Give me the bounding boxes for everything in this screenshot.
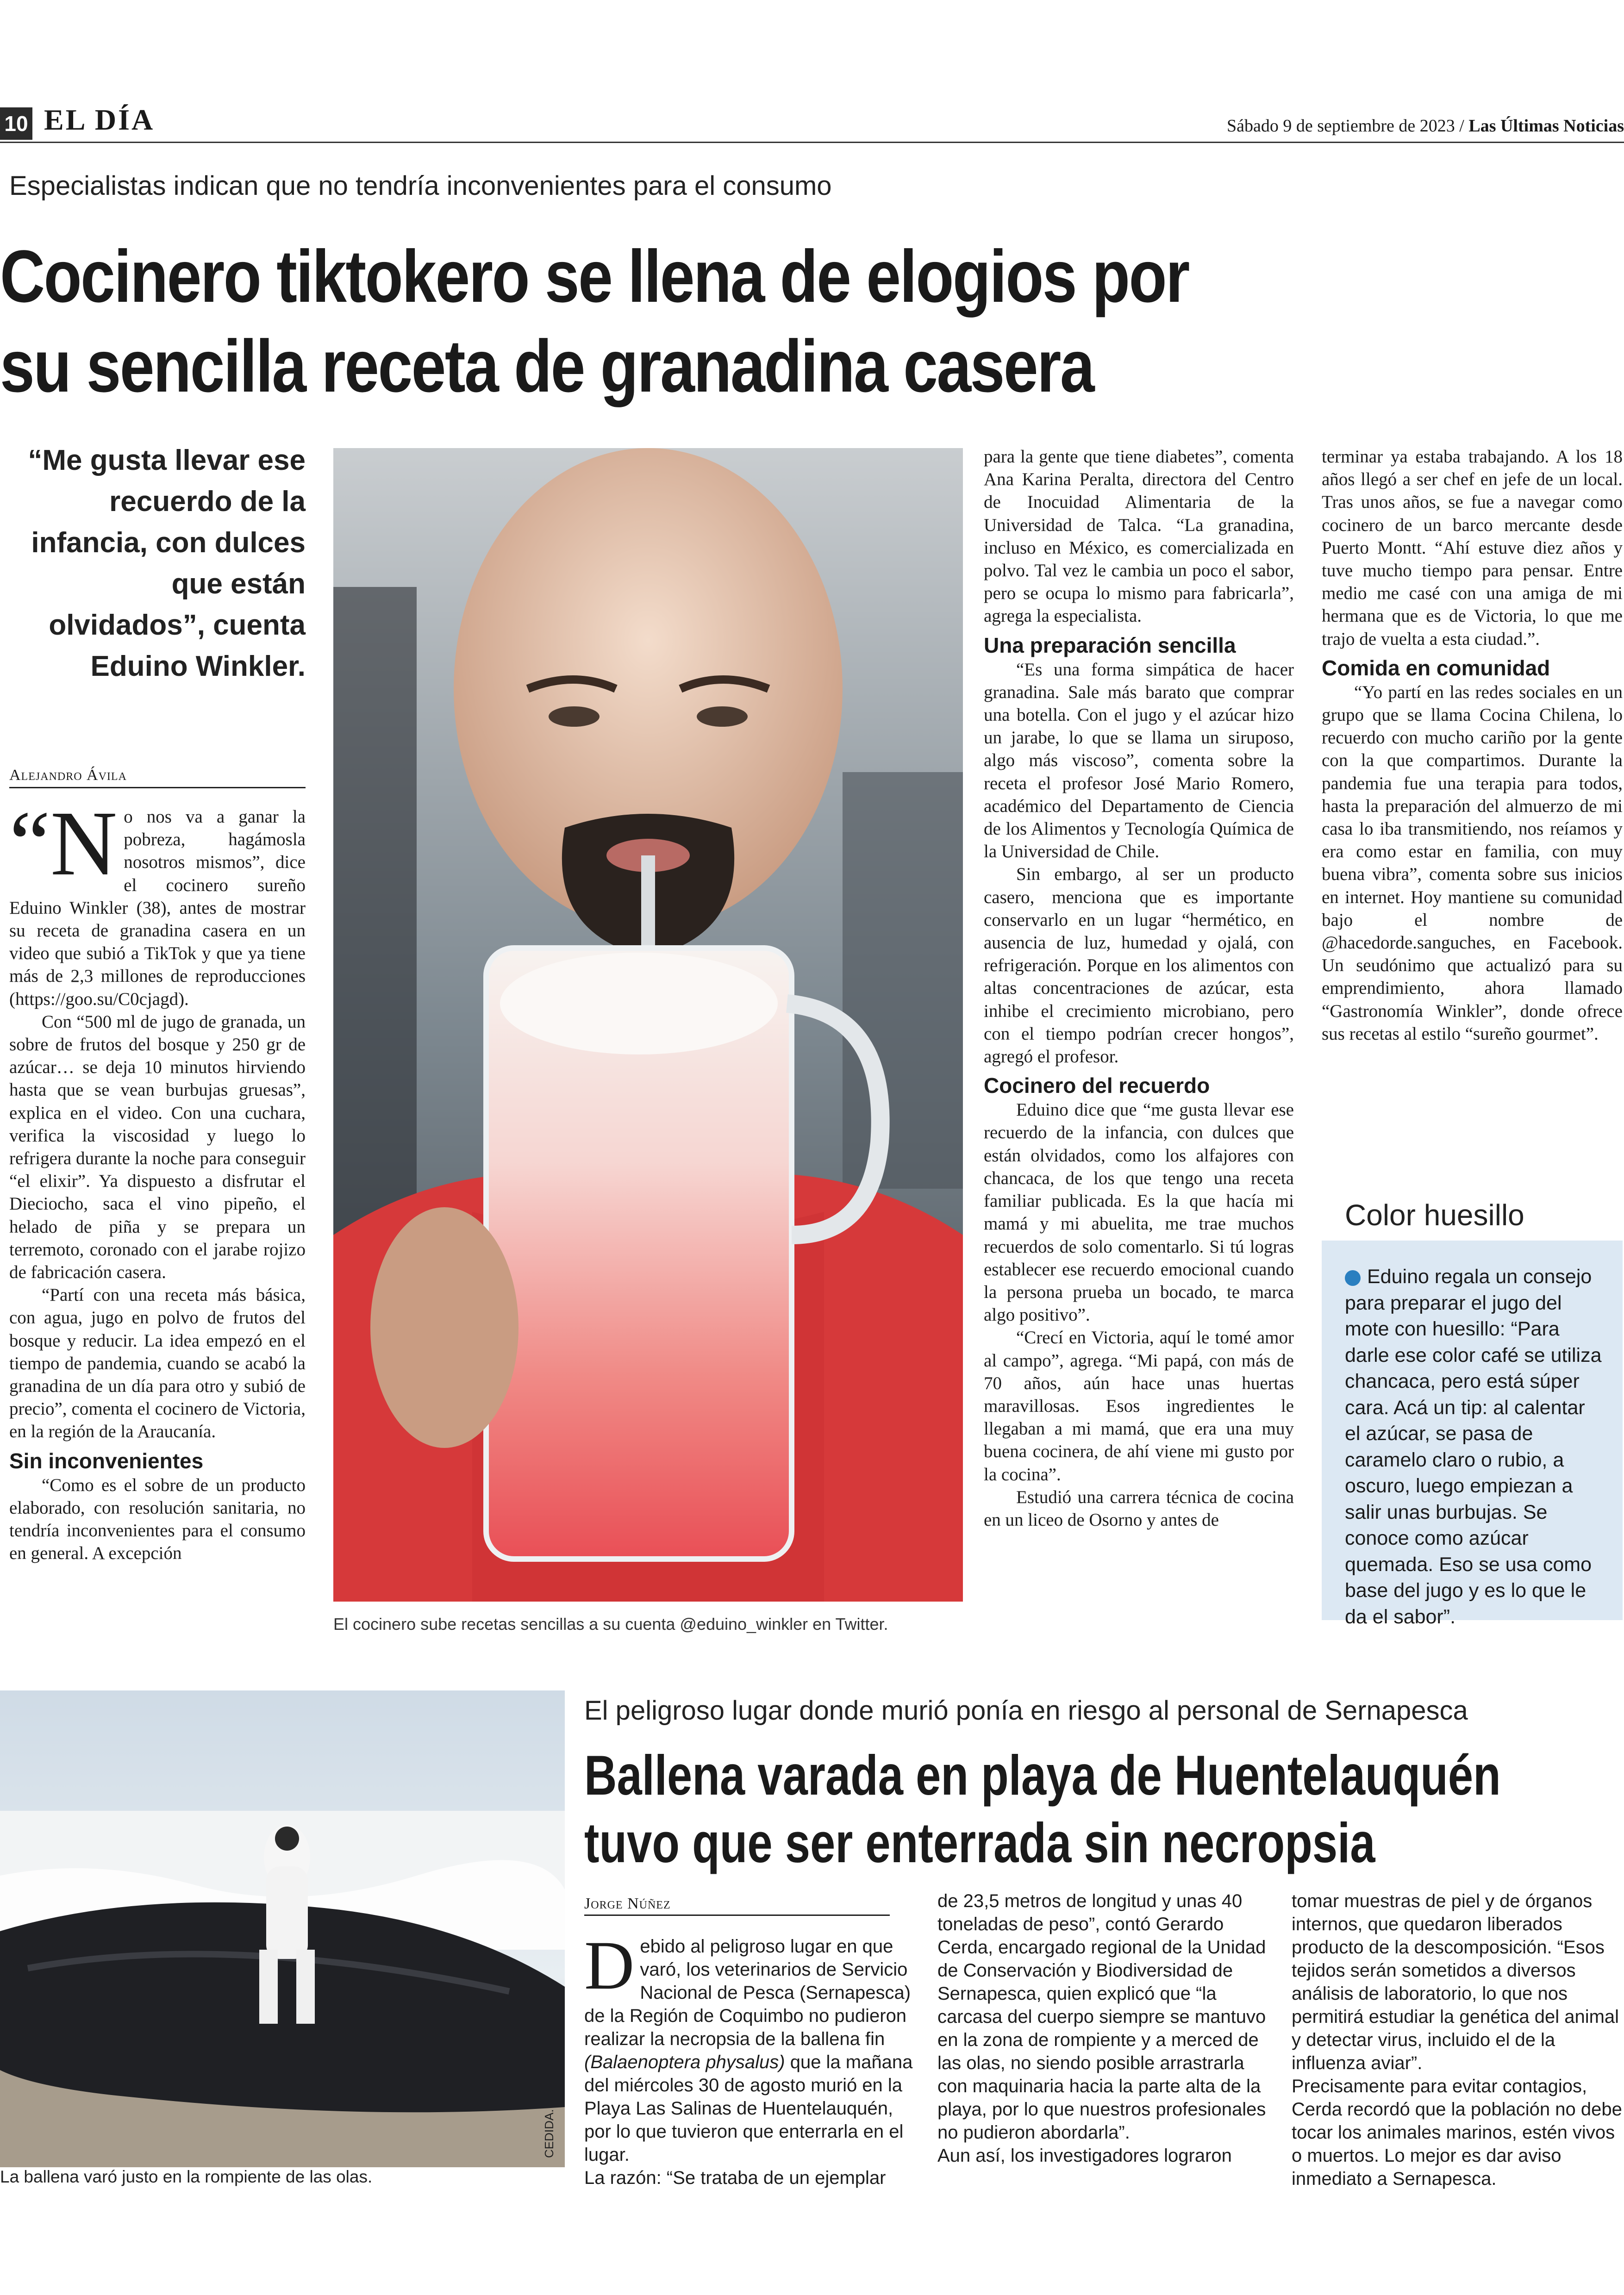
whale-photo-caption: La ballena varó justo en la rompiente de las olas.: [0, 2167, 373, 2186]
paragraph: Sin embargo, al ser un producto casero, menciona que es importante conservarlo en un lugar “hermético, en ausencia de luz, humedad y ojalá, con refrigeración. Porque en los alimentos con altas concentraciones de azúcar, esta inhibe el crecimiento microbiano, pero con el tiempo podrían crecer hongos”, agregó el profesor.: [984, 864, 1294, 1067]
paragraph: tomar muestras de piel y de órganos internos, que quedaron liberados producto de la descomposición. “Esos tejidos serán sometidos a diversos análisis de laboratorio, lo que nos permitirá estudiar la genética del animal y detectar virus, incluido el de la influenza aviar”.: [1292, 1891, 1619, 2073]
paragraph: “Como es el sobre de un producto elaborado, con resolución sanitaria, no tendría inconvenientes para el consumo en general. A excepción: [9, 1475, 306, 1564]
paragraph: [584, 1935, 913, 2166]
paragraph: Eduino dice que “me gusta llevar ese recuerdo de la infancia, con dulces que están olvidados, como los alfajores con chancaca, de los que tengo una receta familiar publicada. Es la que hacía mi mamá y mi abuelita, me trae muchos recuerdos de solo comentarlo. Si tú logras establecer ese recuerdo emocional cuando la persona prueba un bocado, te marca algo positivo”.: [984, 1100, 1294, 1325]
photo-caption: El cocinero sube recetas sencillas a su cuenta @eduino_winkler en Twitter.: [333, 1615, 888, 1634]
paragraph: de 23,5 metros de longitud y unas 40 toneladas de peso”, contó Gerardo Cerda, encargado regional de la Unidad de Conservación y Biodiversidad de Sernapesca, quien explicó que “la carcasa del cuerpo siempre se mantuvo en la zona de rompiente y a merced de las olas, no siendo posible arrastrarla con maquinaria hacia la parte alta de la playa, por lo que nuestros profesionales no pudieron abordarla”.: [937, 1891, 1266, 2143]
paragraph: “Crecí en Victoria, aquí le tomé amor al campo”, agrega. “Mi papá, con más de 70 años, aún hace unas huertas maravillosas. Esos ingredientes le llegaban a mi mamá, que era una muy buena cocinera, de ahí viene mi gusto por la cocina”.: [984, 1328, 1294, 1484]
paragraph: La razón: “Se trataba de un ejemplar: [584, 2168, 886, 2188]
article2-column-2: [937, 1890, 1275, 2209]
article1-column-1: [9, 805, 306, 1639]
sidebar-text: Eduino regala un consejo para preparar el jugo del mote con huesillo: “Para darle ese color café se utiliza chancaca, pero está súper cara. Acá un tip: al calentar el azúcar, se pasa de caramelo claro o rubio, a oscuro, luego empiezan a salir unas burbujas. Se conoce como azúcar quemada. Eso se usa como base del jugo y es lo que le da el sabor”.: [1345, 1266, 1602, 1628]
sidebar-title: Color huesillo: [1345, 1198, 1524, 1232]
paragraph-text: que la mañana del miércoles 30 de agosto murió en la Playa Las Salinas de Huentelauquén, por lo que tuvieron que enterrarla en el lugar.: [584, 2052, 913, 2165]
whale-photo: [0, 1690, 565, 2167]
chef-photo: [333, 448, 963, 1602]
drop-cap: D: [584, 1935, 635, 2004]
subhead: Una preparación sencilla: [984, 633, 1236, 657]
date: Sábado 9 de septiembre de 2023 /: [1226, 116, 1464, 136]
article2-headline: [584, 1741, 1547, 1877]
photo-credit: CEDIDA.: [542, 2109, 556, 2158]
pull-quote: “Me gusta llevar ese recuerdo de la infancia, con dulces que están olvidados”, cuenta Eduino Winkler.: [28, 444, 306, 682]
stranded-whale-illustration: [0, 1690, 565, 2167]
species-name: (Balaenoptera physalus): [584, 2052, 785, 2072]
paragraph: “Partí con una receta más básica, con agua, jugo en polvo de frutos del bosque y reducir. La idea empezó en el tiempo de pandemia, cuando se acabó la granadina de un día para otro y subió de precio”, comenta el cocinero de Victoria, en la región de la Araucanía.: [9, 1285, 306, 1442]
paragraph: [9, 805, 306, 1010]
article1-column-4: [1322, 445, 1623, 1121]
headline-line-1: Ballena varada en playa de Huentelauquén: [584, 1744, 1501, 1807]
subhead: Comida en comunidad: [1322, 655, 1550, 680]
byline: Alejandro Ávila: [9, 767, 306, 788]
bullet-icon: [1345, 1270, 1361, 1286]
subhead: Sin inconvenientes: [9, 1448, 204, 1473]
paragraph: Aun así, los investigadores lograron: [937, 2145, 1232, 2166]
paragraph: “Yo partí en las redes sociales en un grupo que se llama Cocina Chilena, lo recuerdo con mucho cariño por la gente con la que compartimos. Durante la pandemia fue una terapia para todos, hasta la preparación del almuerzo de mi casa lo iba transmitiendo, nos reíamos y era como estar en familia, con muy buena vibra”, comenta sobre sus inicios en internet. Hoy mantiene su comunidad bajo el nombre de @hacedorde.sanguches, en Facebook. Un seudónimo que actualizó para su emprendimiento, ahora llamado “Gastronomía Winkler”, donde ofrece sus recetas al estilo “sureño gourmet”.: [1322, 682, 1623, 1044]
headline-line-1: Cocinero tiktokero se llena de elogios por: [0, 235, 1189, 318]
paragraph: Precisamente para evitar contagios, Cerda recordó que la población no debe tocar los animales marinos, estén vivos o muertos. Lo mejor es dar aviso inmediato a Sernapesca.: [1292, 2076, 1622, 2189]
paragraph: Con “500 ml de jugo de granada, un sobre de frutos del bosque y 250 gr de azúcar… se deja 10 minutos hirviendo hasta que se vean burbujas gruesas”, explica en el video. Con una cuchara, verifica la viscosidad y luego lo refrigera durante la noche para conseguir “el elixir”. Ya dispuesto a disfrutar el Dieciocho, saca el vino pipeño, el helado de piña y se prepara un terremoto, coronado con el jarabe rojizo de fabricación casera.: [9, 1011, 306, 1283]
drop-cap: “N: [9, 805, 118, 895]
article2-byline: Jorge Núñez: [584, 1895, 890, 1916]
sidebar-box: [1322, 1241, 1623, 1628]
paragraph-text: o nos va a ganar la pobreza, hagámosla nosotros mismos”, dice el cocinero sureño Eduino Winkler (38), antes de mostrar su receta de granadina casera en un video que subió a TikTok y que ya tiene más de 2,3 millones de reproducciones (https://goo.su/C0cjagd).: [9, 807, 306, 1009]
paragraph: “Es una forma simpática de hacer granadina. Sale más barato que comprar una botella. Con el jugo y el azúcar hizo un jarabe, lo que se llama un siruposo, algo más viscoso”, comenta sobre la receta el profesor José Mario Romero, académico del Departamento de Ciencia de los Alimentos y Tecnología Química de la Universidad de Chile.: [984, 659, 1294, 862]
headline-line-2: su sencilla receta de granadina casera: [0, 324, 1094, 407]
article1-column-3: [984, 445, 1294, 1635]
dateline: [1227, 116, 1624, 136]
newspaper-name: Las Últimas Noticias: [1468, 116, 1624, 136]
paragraph-text: ebido al peligroso lugar en que varó, los veterinarios de Servicio Nacional de Pesca (Sernapesca) de la Región de Coquimbo no pudieron realizar la necropsia de la ballena fin: [584, 1936, 911, 2049]
header-rule: [0, 142, 1624, 143]
article2-column-3: [1292, 1890, 1623, 2209]
chef-drinking-granadina-illustration: [333, 448, 963, 1602]
article2-kicker: El peligroso lugar donde murió ponía en riesgo al personal de Sernapesca: [584, 1696, 1468, 1726]
section-title: EL DÍA: [44, 103, 155, 136]
paragraph: para la gente que tiene diabetes”, comenta Ana Karina Peralta, directora del Centro de Inocuidad Alimentaria de la Universidad de Talca. “La granadina, incluso en México, es comercializada en polvo. Tal vez le cambia un poco el sabor, pero se ocupa lo mismo para fabricarla”, agrega la especialista.: [984, 447, 1294, 626]
article1-headline: [0, 231, 1361, 411]
headline-line-2: tuvo que ser enterrada sin necropsia: [584, 1811, 1375, 1874]
article2-column-1: [584, 1935, 913, 2208]
page-number: 10: [0, 107, 32, 140]
subhead: Cocinero del recuerdo: [984, 1073, 1210, 1098]
article1-kicker: Especialistas indican que no tendría inconvenientes para el consumo: [9, 171, 832, 201]
paragraph: terminar ya estaba trabajando. A los 18 años llegó a ser chef en jefe de un local. Tras unos años, se fue a navegar como cocinero de un barco mercante desde Puerto Montt. “Ahí estuve diez años y tuve mucho tiempo para pensar. Entre medio me casé con una amiga de mi hermana que es de Victoria, lo que me trajo de vuelta a esta ciudad.”.: [1322, 447, 1623, 649]
paragraph: Estudió una carrera técnica de cocina en un liceo de Osorno y antes de: [984, 1487, 1294, 1530]
